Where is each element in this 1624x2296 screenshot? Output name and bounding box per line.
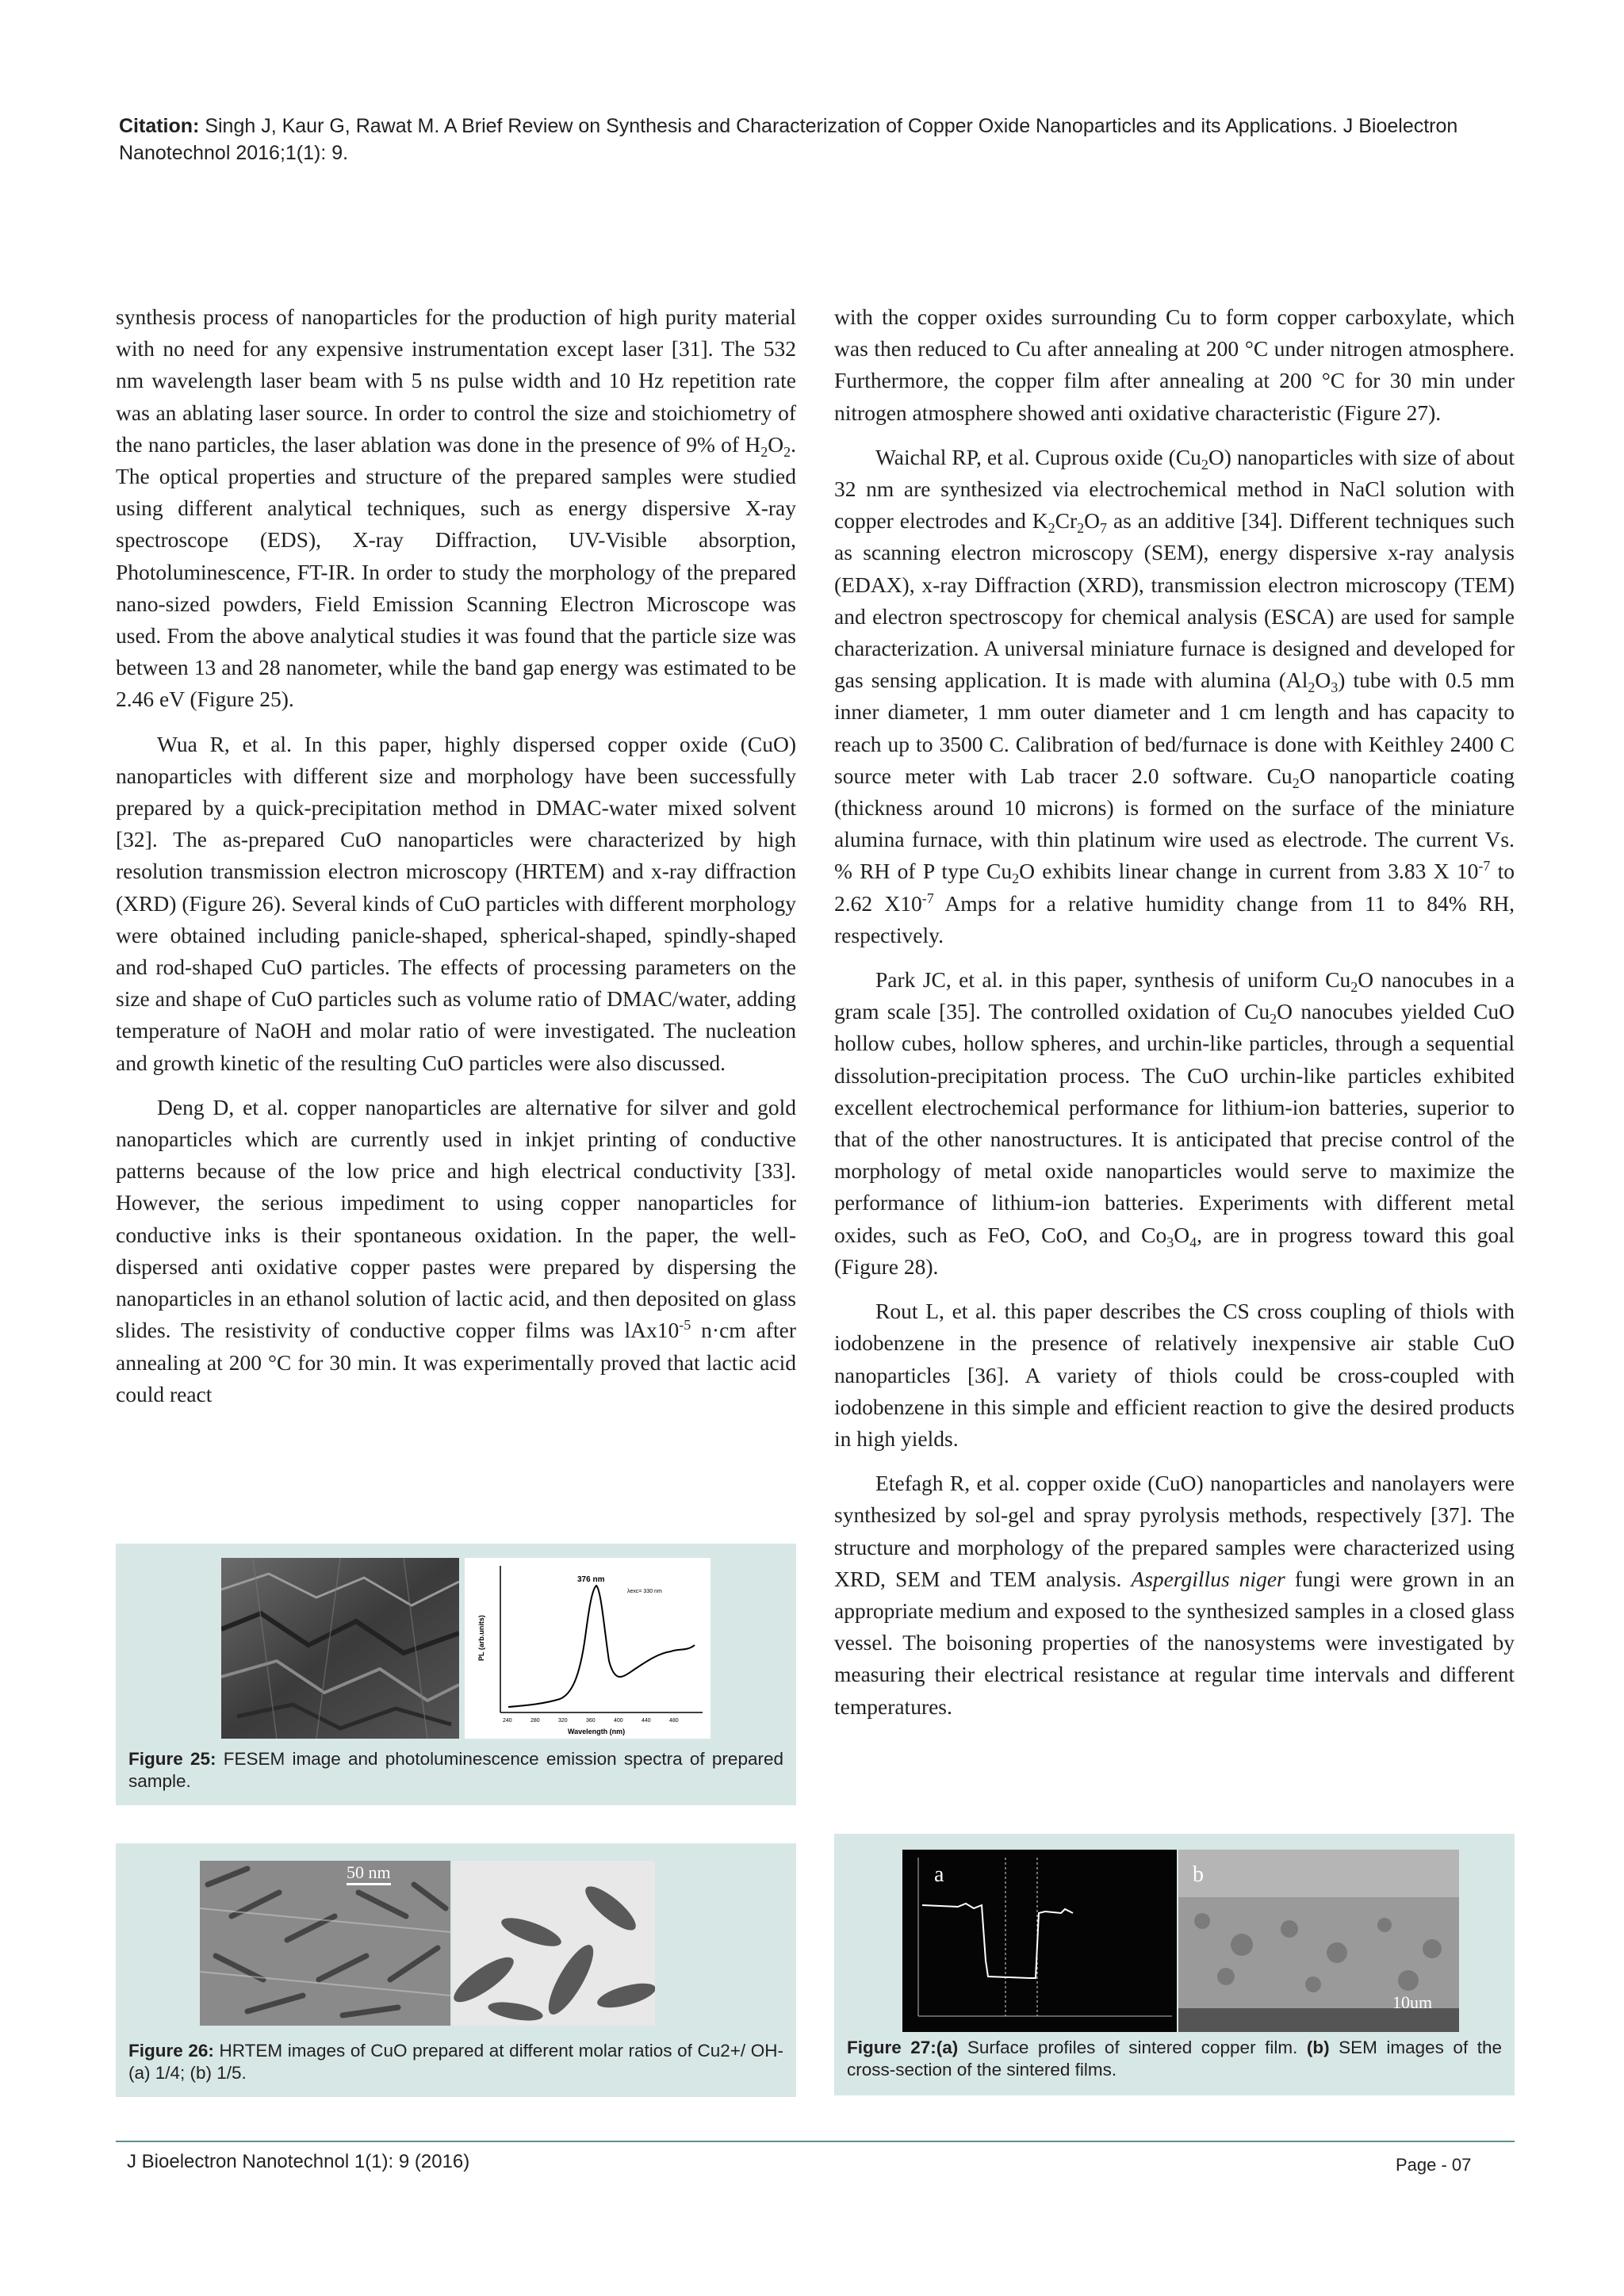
scale-bar-label: 10um	[1392, 1992, 1433, 2012]
fesem-image	[221, 1558, 459, 1739]
right-paragraph-3: Park JC, et al. in this paper, synthesis of uniform $Cu_2O$ nanocubes in a gram scale [35]. The controlled oxidation of $Cu_2O$ nanocubes yielded CuO hollow cubes, hollow spheres, and urchin-like particles, through a sequential dissolution-precipitation process. The CuO urchin-like particles exhibited excellent electrochemical performance for lithium-ion batteries, superior to that of the other nanostructures. It is anticipated that precise control of the morphology of metal oxide nanoparticles would serve to maximize the performance of lithium-ion batteries. Experiments with different metal oxides, such as FeO, CoO, and $Co_3O_4$, are in progress toward this goal (Figure 28).	[834, 967, 1515, 1279]
citation	[119, 113, 1515, 166]
tick-label: 240	[503, 1718, 512, 1724]
surface-profile-image	[902, 1850, 1177, 2032]
tick-label: 440	[642, 1718, 651, 1724]
panel-a-label: a	[934, 1862, 944, 1887]
panel-b-label: b	[1193, 1862, 1204, 1887]
x-axis-label: Wavelength (nm)	[568, 1728, 626, 1735]
page-number: Page - 07	[1396, 2155, 1472, 2175]
figure-25-caption: Figure 25: FESEM image and photoluminescence emission spectra of prepared sample.	[128, 1749, 783, 1791]
tick-label: 400	[614, 1718, 623, 1724]
figure-25	[116, 1544, 796, 1805]
lambda-label: λexc= 330 nm	[627, 1589, 662, 1594]
sem-cross-section-image	[1178, 1850, 1459, 2032]
figure-27	[834, 1834, 1515, 2095]
tick-label: 360	[586, 1718, 596, 1724]
hrtem-image-a	[200, 1861, 450, 2026]
hrtem-image-b	[452, 1861, 655, 2026]
figure-27-caption: Figure 27:(a) Surface profiles of sintered copper film. (b) SEM images of the cross-section of the sintered films.	[847, 2038, 1502, 2080]
footer-divider	[116, 2141, 1515, 2142]
scale-bar-label: 50 nm	[347, 1862, 391, 1885]
footer-journal: J Bioelectron Nanotechnol 1(1): 9 (2016)	[127, 2151, 470, 2172]
right-paragraph-2: Waichal RP, et al. Cuprous oxide $(Cu_2O)$ nanoparticles with size of about 32 nm are synthesized via electrochemical method in NaCl solution with copper electrodes and $K_2Cr_2O_7$ as an additive [34]. Different techniques such as scanning electron microscopy (SEM), energy dispersive x-ray analysis (EDAX), x-ray Diffraction (XRD), transmission electron microscopy (TEM) and electron spectroscopy for chemical analysis (ESCA) are used for sample characterization. A universal miniature furnace is designed and developed for gas sensing application. It is made with alumina $(Al_2O_3)$ tube with 0.5 mm inner diameter, 1 mm outer diameter and 1 cm length and has capacity to reach up to 3500 C. Calibration of bed/furnace is done with Keithley 2400 C source meter with Lab tracer 2.0 software. $Cu_2O$ nanoparticle coating (thickness around 10 microns) is formed on the surface of the miniature alumina furnace, with thin platinum wire used as electrode. The current Vs. % RH of P type $Cu_2O$ exhibits linear change in current from 3.83 X $10^{-7}$ to 2.62 $X10^{-7}$ Amps for a relative humidity change from 11 to 84% RH, respectively.	[834, 444, 1515, 947]
tick-label: 480	[669, 1718, 679, 1724]
peak-label: 376 nm	[577, 1575, 605, 1584]
citation-text: Singh J, Kaur G, Rawat M. A Brief Review on Synthesis and Characterization of Copper Oxide Nanoparticles and its Applications. J Bioelectron Nanotechnol 2016;1(1): 9.	[119, 115, 1458, 164]
tick-label: 280	[530, 1718, 540, 1724]
citation-label: Citation:	[119, 115, 200, 137]
y-axis-label: PL (arb.units)	[477, 1615, 485, 1661]
figure-26	[116, 1843, 796, 2097]
right-paragraph-4: Rout L, et al. this paper describes the CS cross coupling of thiols with iodobenzene in the presence of relatively inexpensive air stable CuO nanoparticles [36]. A variety of thiols could be cross-coupled with iodobenzene in this simple and efficient reaction to give the desired products in high yields.	[834, 1299, 1515, 1451]
left-paragraph-1: synthesis process of nanoparticles for the production of high purity material with no need for any expensive instrumentation except laser [31]. The 532 nm wavelength laser beam with 5 ns pulse width and 10 Hz repetition rate was an ablating laser source. In order to control the size and stoichiometry of the nano particles, the laser ablation was done in the presence of 9% of $H_2O_2$. The optical properties and structure of the prepared samples were studied using different analytical techniques, such as energy dispersive X-ray spectroscope (EDS), X-ray Diffraction, UV-Visible absorption, Photoluminescence, FT-IR. In order to study the morphology of the prepared nano-sized powders, Field Emission Scanning Electron Microscope was used. From the above analytical studies it was found that the particle size was between 13 and 28 nanometer, while the band gap energy was estimated to be 2.46 eV (Figure 25).	[116, 304, 796, 712]
left-paragraph-3: Deng D, et al. copper nanoparticles are alternative for silver and gold nanoparticles which are currently used in inkjet printing of conductive patterns because of the low price and high electrical conductivity [33]. However, the serious impediment to using copper nanoparticles for conductive inks is their spontaneous oxidation. In the paper, the well-dispersed anti oxidative copper pastes were prepared by dispersing the nanoparticles in an ethanol solution of lactic acid, and then deposited on glass slides. The resistivity of conductive copper films was $lAx10^{-5}$ n·cm after annealing at 200 °C for 30 min. It was experimentally proved that lactic acid could react	[116, 1094, 796, 1406]
right-paragraph-1: with the copper oxides surrounding Cu to form copper carboxylate, which was then reduced to Cu after annealing at 200 °C under nitrogen atmosphere. Furthermore, the copper film after annealing at 200 °C for 30 min under nitrogen atmosphere showed anti oxidative characteristic (Figure 27).	[834, 304, 1515, 425]
right-column	[834, 301, 1515, 1735]
left-column	[116, 301, 796, 1423]
tick-label: 320	[558, 1718, 568, 1724]
right-paragraph-5: Etefagh R, et al. copper oxide (CuO) nanoparticles and nanolayers were synthesized by sol-gel and spray pyrolysis methods, respectively [37]. The structure and morphology of the prepared samples were characterized using XRD, SEM and TEM analysis. Aspergillus niger fungi were grown in an appropriate medium and exposed to the synthesized samples in a closed glass vessel. The boisoning properties of the nanosystems were investigated by measuring their electrical resistance at regular time intervals and different temperatures.	[834, 1471, 1515, 1719]
photoluminescence-chart	[465, 1558, 710, 1739]
left-paragraph-2: Wua R, et al. In this paper, highly dispersed copper oxide (CuO) nanoparticles with different size and morphology have been successfully prepared by a quick-precipitation method in DMAC-water mixed solvent [32]. The as-prepared CuO nanoparticles were characterized by high resolution transmission electron microscopy (HRTEM) and x-ray diffraction (XRD) (Figure 26). Several kinds of CuO particles with different morphology were obtained including panicle-shaped, spherical-shaped, spindly-shaped and rod-shaped CuO particles. The effects of processing parameters on the size and shape of CuO particles such as volume ratio of DMAC/water, adding temperature of NaOH and molar ratio of were investigated. The nucleation and growth kinetic of the resulting CuO particles were also discussed.	[116, 731, 796, 1075]
figure-26-caption: Figure 26: HRTEM images of CuO prepared at different molar ratios of Cu2+/ OH- (a) 1/4; (b) 1/5.	[128, 2041, 783, 2083]
